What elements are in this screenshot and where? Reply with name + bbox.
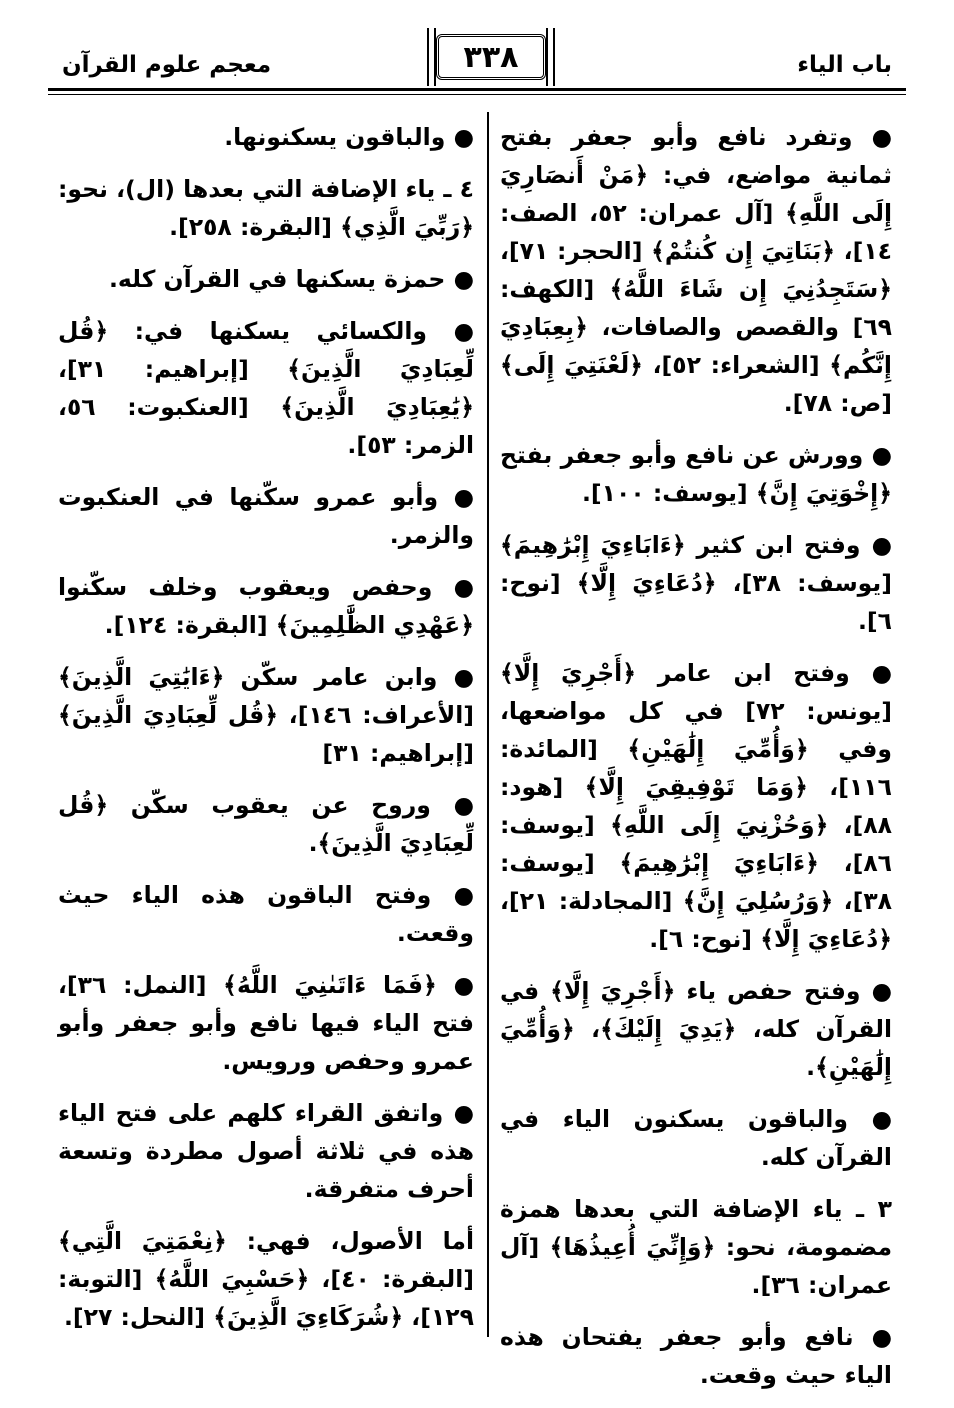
paragraph: ● وفتح ابن كثير ﴿ءَابَاءِيَ إِبْرَٰهِيمَ﴾ [يوسف: ٣٨]، ﴿دُعَاءِيَ إِلَّا﴾ [نوح: ٦]. bbox=[500, 531, 892, 635]
paragraph: ● ﴿فَمَا ءَاتَىٰنِيَ اللَّهُ﴾ [النمل: ٣٦]، فتح الياء فيها نافع وأبو جعفر وأبو عمرو وحفص ورويس. bbox=[58, 971, 474, 1075]
paragraph: ● والباقون يسكنونها. bbox=[224, 123, 474, 151]
paragraph: ● واتفق القراء كلهم على فتح الياء هذه في ثلاثة أصول مطردة وتسعة أحرف متفرقة. bbox=[58, 1099, 474, 1203]
paragraph: ٤ ـ ياء الإضافة التي بعدها (ال)، نحو: ﴿رَبِّيَ الَّذِي﴾ [البقرة: ٢٥٨]. bbox=[58, 175, 474, 241]
column-divider bbox=[487, 112, 489, 1337]
book-title: معجم علوم القرآن bbox=[62, 52, 272, 78]
paragraph: ● وفتح الباقون هذه الياء حيث وقعت. bbox=[58, 881, 474, 947]
paragraph: ● وفتح حفص ياء ﴿أَجْرِيَ إِلَّا﴾ في القرآن كله، ﴿يَدِيَ إِلَيْكَ﴾، ﴿وَأُمِّيَ إِلَٰهَيْنِ﴾. bbox=[500, 977, 892, 1081]
paragraph: ● وفتح ابن عامر ﴿أَجْرِيَ إِلَّا﴾ [يونس: ٧٢] في كل مواضعها، وفي ﴿وَأُمِّيَ إِلَٰهَيْنِ﴾ [المائدة: ١١٦]، ﴿وَمَا تَوْفِيقِيَ إِلَّا﴾ [هود: ٨٨]، ﴿وَحُزْنِيَ إِلَى اللَّهِ﴾ [يوسف: ٨٦]، ﴿ءَابَاءِيَ إِبْرَٰهِيمَ﴾ [يوسف: ٣٨]، ﴿وَرُسُلِيَ إِنَّ﴾ [المجادلة: ٢١]، ﴿دُعَاءِيَ إِلَّا﴾ [نوح: ٦]. bbox=[500, 659, 893, 953]
paragraph: ● حمزة يسكنها في القرآن كله. bbox=[108, 265, 474, 293]
paragraph: ● وتفرد نافع وأبو جعفر بفتح ثمانية مواضع، في: ﴿مَنْ أَنصَارِيَ إِلَى اللَّهِ﴾ [آل عمران: ٥٢، الصف: ١٤]، ﴿بَنَاتِيَ إِن كُنتُمْ﴾ [الحجر: ٧١]، ﴿سَتَجِدُنِيَ إِن شَاءَ اللَّهُ﴾ [الكهف: ٦٩] والقصص والصافات، ﴿بِعِبَادِيَ إِنَّكُم﴾ [الشعراء: ٥٢]، ﴿لَعْنَتِيَ إِلَى﴾ [ص: ٧٨]. bbox=[500, 123, 893, 417]
paragraph: ● وورش عن نافع وأبو جعفر بفتح ﴿إِخْوَتِيَ إِنَّ﴾ [يوسف: ١٠٠]. bbox=[500, 441, 892, 507]
paragraph: ● وابن عامر سكّن ﴿ءَايَٰتِيَ الَّذِينَ﴾ [الأعراف: ١٤٦]، ﴿قُل لِّعِبَادِيَ الَّذِينَ﴾ [إبراهيم: ٣١] bbox=[58, 663, 474, 767]
paragraph: ٣ ـ ياء الإضافة التي بعدها همزة مضمومة، نحو: ﴿وَإِنِّيَ أُعِيذُهَا﴾ [آل عمران: ٣٦]. bbox=[500, 1195, 892, 1299]
paragraph: ● والكسائي يسكنها في: ﴿قُل لِّعِبَادِيَ الَّذِينَ﴾ [إبراهيم: ٣١]، ﴿يَٰعِبَادِيَ الَّذِينَ﴾ [العنكبوت: ٥٦، الزمر: ٥٣]. bbox=[58, 317, 474, 459]
header-rule-thin bbox=[48, 94, 906, 95]
paragraph: ● وأبو عمرو سكّنها في العنكبوت والزمر. bbox=[58, 483, 474, 549]
header-rule bbox=[48, 88, 906, 91]
paragraph: ● وحفص ويعقوب وخلف سكّنوا ﴿عَهْدِي الظَّٰلِمِينَ﴾ [البقرة: ١٢٤]. bbox=[58, 573, 474, 639]
left-column bbox=[58, 118, 474, 1350]
page-number: ٣٣٨ bbox=[436, 34, 546, 80]
right-column bbox=[500, 118, 892, 1408]
paragraph: أما الأصول، فهي: ﴿نِعْمَتِيَ الَّتِي﴾ [البقرة: ٤٠]، ﴿حَسْبِيَ اللَّهُ﴾ [التوبة: ١٢٩]، ﴿شُرَكَاءِيَ الَّذِينَ﴾ [النحل: ٢٧]. bbox=[58, 1227, 474, 1331]
paragraph: ● نافع وأبو جعفر يفتحان هذه الياء حيث وقعت. bbox=[500, 1323, 892, 1389]
page-header bbox=[0, 0, 954, 110]
paragraph: ● وروح عن يعقوب سكّن ﴿قُل لِّعِبَادِيَ الَّذِينَ﴾. bbox=[58, 791, 474, 857]
chapter-title: باب الياء bbox=[797, 52, 892, 78]
paragraph: ● والباقون يسكنون الياء في القرآن كله. bbox=[500, 1105, 892, 1171]
